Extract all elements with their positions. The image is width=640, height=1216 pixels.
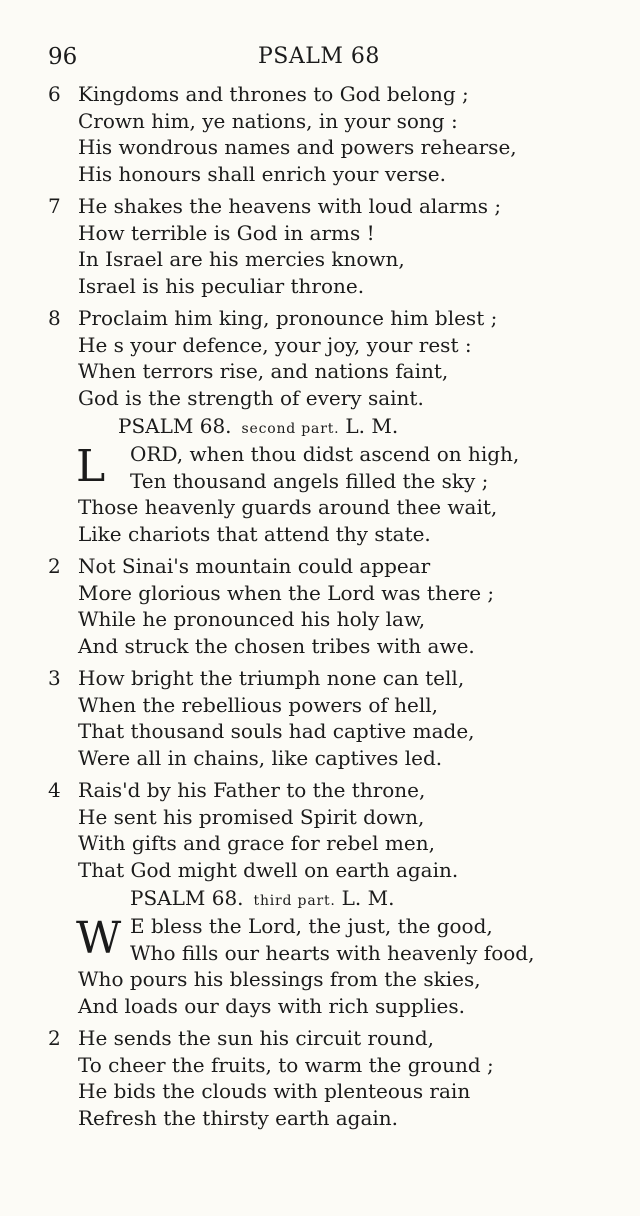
running-head: PSALM 68 (258, 44, 380, 69)
verse-text: How bright the triumph none can tell, (78, 666, 465, 690)
verse-line: When terrors rise, and nations faint, (78, 359, 449, 383)
part-label: second part. (241, 421, 340, 437)
verse-8 (48, 305, 638, 411)
verse-7 (48, 193, 638, 299)
verse-line: Ten thousand angels filled the sky ; (130, 468, 489, 493)
verse-line (48, 777, 638, 804)
verse-number: 6 (48, 82, 61, 106)
verse-line: Were all in chains, like captives led. (78, 745, 443, 770)
verse-number: 7 (48, 194, 61, 218)
verse-line: While he pronounced his holy law, (78, 607, 426, 631)
part-two-title (48, 411, 638, 441)
verse-6 (48, 81, 638, 187)
verse-line: How terrible is God in arms ! (78, 220, 375, 245)
verse-line: He s your defence, your joy, your rest : (78, 332, 472, 357)
verse-text: He sends the sun his circuit round, (78, 1026, 434, 1050)
part-three-verse-1 (48, 913, 638, 1019)
part-two-verse-2 (48, 553, 638, 659)
verse-line (48, 81, 638, 108)
verse-line: And loads our days with rich supplies. (78, 993, 465, 1018)
verse-number: 2 (48, 1026, 61, 1050)
verse-line (48, 553, 638, 580)
verse-line: He bids the clouds with plenteous rain (78, 1079, 471, 1103)
part-two-verse-4 (48, 777, 638, 883)
verse-line: His wondrous names and powers rehearse, (78, 135, 517, 159)
part-two-verse-1 (48, 441, 638, 547)
page-content (48, 81, 638, 1131)
verse-line (48, 1025, 638, 1052)
part-two-verse-3 (48, 665, 638, 771)
verse-line: That thousand souls had captive made, (78, 719, 475, 743)
verse-line: E bless the Lord, the just, the good, (130, 914, 493, 938)
verse-text: Proclaim him king, pronounce him blest ; (78, 306, 498, 330)
verse-line: To cheer the fruits, to warm the ground ; (78, 1052, 494, 1077)
verse-text: Kingdoms and thrones to God belong ; (78, 82, 469, 106)
verse-line: And struck the chosen tribes with awe. (78, 633, 475, 658)
psalm-title: PSALM 68. (130, 886, 244, 910)
verse-line: Who pours his blessings from the skies, (78, 967, 481, 991)
verse-line: That God might dwell on earth again. (78, 857, 459, 882)
verse-line: More glorious when the Lord was there ; (78, 580, 495, 605)
part-label: third part. (253, 893, 336, 909)
psalm-title: PSALM 68. (118, 414, 232, 438)
verse-line: Like chariots that attend thy state. (78, 521, 431, 546)
verse-line: Refresh the thirsty earth again. (78, 1105, 399, 1130)
verse-text: He shakes the heavens with loud alarms ; (78, 194, 502, 218)
page-number: 96 (48, 44, 78, 70)
verse-text: Rais'd by his Father to the throne, (78, 778, 426, 802)
verse-line: God is the strength of every saint. (78, 385, 424, 410)
verse-line: He sent his promised Spirit down, (78, 804, 425, 829)
verse-number: 3 (48, 666, 61, 690)
verse-text: Not Sinai's mountain could appear (78, 554, 431, 578)
drop-cap: W (76, 913, 122, 964)
meter-label: L. M. (345, 414, 399, 438)
verse-number: 8 (48, 306, 61, 330)
verse-line: His honours shall enrich your verse. (78, 161, 446, 186)
verse-line: ORD, when thou didst ascend on high, (130, 442, 520, 466)
verse-number: 4 (48, 778, 61, 802)
part-three-title (48, 883, 638, 913)
page-header (48, 44, 608, 76)
verse-line (48, 305, 638, 332)
verse-line: With gifts and grace for rebel men, (78, 831, 435, 855)
drop-cap: L (76, 441, 106, 492)
verse-line: Those heavenly guards around thee wait, (78, 495, 498, 519)
verse-line: When the rebellious powers of hell, (78, 692, 439, 717)
verse-line (48, 193, 638, 220)
part-three-verse-2 (48, 1025, 638, 1131)
meter-label: L. M. (341, 886, 395, 910)
verse-line: Who fills our hearts with heavenly food, (130, 940, 535, 965)
verse-line: In Israel are his mercies known, (78, 247, 405, 271)
verse-line: Israel is his peculiar throne. (78, 273, 365, 298)
verse-line: Crown him, ye nations, in your song : (78, 108, 458, 133)
verse-number: 2 (48, 554, 61, 578)
verse-line (48, 665, 638, 692)
